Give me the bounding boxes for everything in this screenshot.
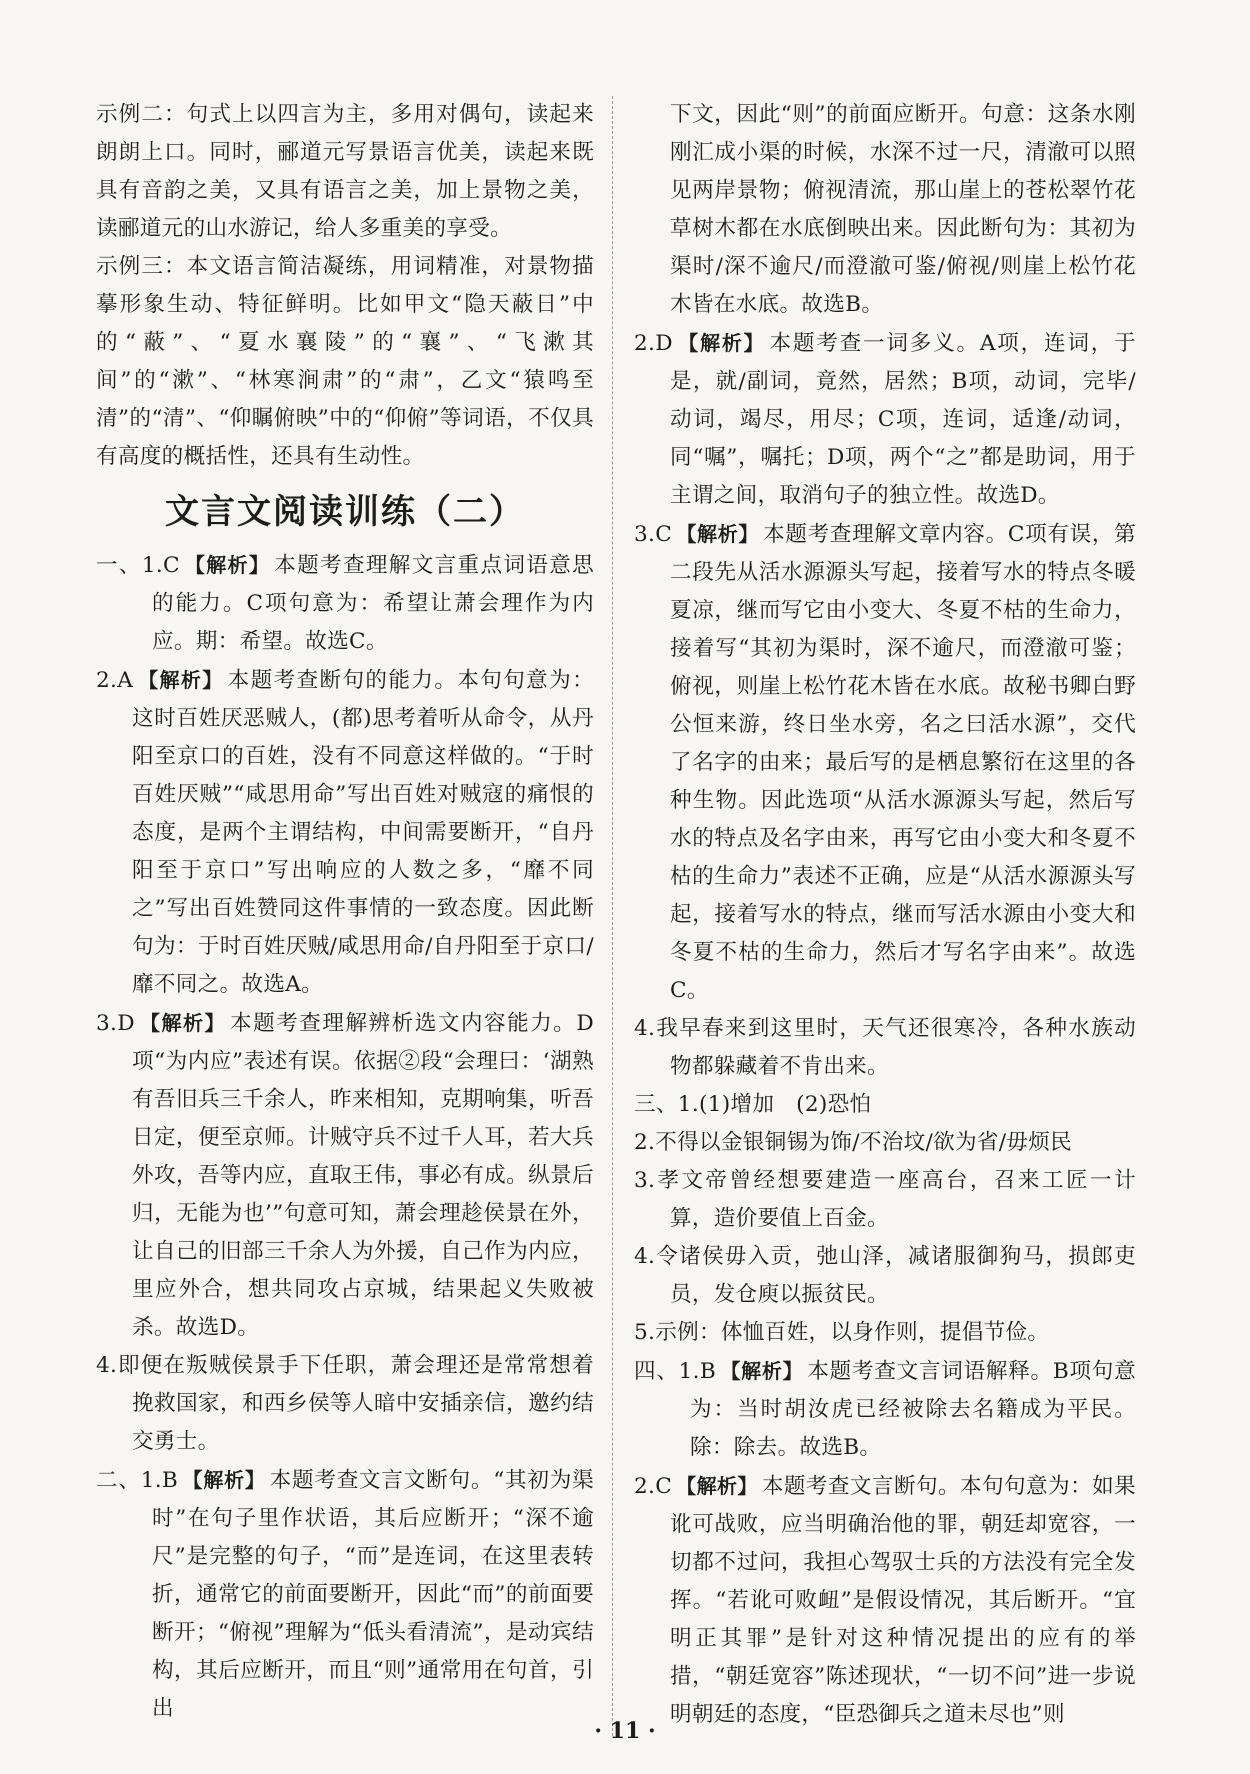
answer-item — [634, 1124, 1136, 1162]
item-text: 本题考查理解文言重点词语意思的能力。C项句意为：希望让萧会理作为内应。期：希望。故选C。 — [152, 553, 595, 654]
item-text: 令诸侯毋入贡，弛山泽，减诸服御狗马，损郎吏员，发仓庾以振贫民。 — [655, 1244, 1136, 1307]
answer-item — [634, 515, 1136, 1010]
analysis-tag: 【解析】 — [720, 1359, 804, 1383]
item-text: 本题考查文言断句。本句句意为：如果讹可战败，应当明确治他的罪，朝廷却宽容，一切都不过问，我担心驾驭士兵的方法没有完全发挥。“若讹可败衄”是假设情况，其后断开。“宜明正其罪”是针对这种情况提出的应有的举措，“朝廷宽容”陈述现状，“一切不问”进一步说明朝廷的态度，“臣恐御兵之道未尽也”则 — [670, 1474, 1136, 1727]
item-number: 一、1.C — [96, 553, 180, 578]
answer-item — [634, 1467, 1136, 1734]
item-number: 4. — [634, 1016, 656, 1041]
item-text: 我早春来到这里时，天气还很寒冷，各种水族动物都躲藏着不肯出来。 — [655, 1016, 1136, 1079]
continued-text: 下文，因此“则”的前面应断开。句意：这条水刚刚汇成小渠的时候，水深不过一尺，清澈可以照见两岸景物；俯视清流，那山崖上的苍松翠竹花草树木都在水底倒映出来。因此断句为：其初为渠时/深不逾尺/而澄澈可鉴/俯视/则崖上松竹花木皆在水底。故选B。 — [670, 102, 1136, 317]
item-number: 5. — [634, 1320, 656, 1345]
item-text: 孝文帝曾经想要建造一座高台，召来工匠一计算，造价要值上百金。 — [655, 1168, 1136, 1231]
analysis-tag: 【解析】 — [137, 668, 224, 692]
analysis-tag: 【解析】 — [676, 1474, 758, 1498]
answer-item — [96, 1461, 594, 1728]
item-text: 本题考查理解文章内容。C项有误，第二段先从活水源源头写起，接着写水的特点冬暖夏凉，继而写它由小变大、冬夏不枯的生命力，接着写“其初为渠时，深不逾尺，而澄澈可鉴；俯视，则崖上松竹花木皆在水底。故秘书卿白野公恒来游，终日坐水旁，名之曰活水源”，交代了名字的由来；最后写的是栖息繁衍在这里的各种生物。因此选项“从活水源源头写起，然后写水的特点及名字由来，再写它由小变大和冬夏不枯的生命力”表述不正确，应是“从活水源源头写起，接着写水的特点，继而写活水源由小变大和冬夏不枯的生命力，然后才写名字由来”。故选C。 — [670, 522, 1137, 1003]
item-number: 4. — [96, 1353, 118, 1378]
item-text: 本题考查文言词语解释。B项句意为：当时胡汝虎已经被除去名籍成为平民。除：除去。故选B。 — [690, 1359, 1136, 1460]
answer-item — [634, 1086, 1136, 1124]
item-text: 示例：体恤百姓，以身作则，提倡节俭。 — [655, 1320, 1050, 1345]
answer-item — [96, 546, 594, 661]
item-number: 3.C — [634, 522, 673, 547]
item-number: 4. — [634, 1244, 656, 1269]
left-column — [96, 96, 594, 1728]
answer-item — [634, 1352, 1136, 1467]
item-text: 本题考查断句的能力。本句句意为：这时百姓厌恶贼人，(都)思考着听从命令，从丹阳至京口的百姓，没有不同意这样做的。“于时百姓厌贼”“咸思用命”写出百姓对贼寇的痛恨的态度，是两个主谓结构，中间需要断开，“自丹阳至于京口”写出响应的人数之多，“靡不同之”写出百姓赞同这件事情的一致态度。因此断句为：于时百姓厌贼/咸思用命/自丹阳至于京口/靡不同之。故选A。 — [132, 668, 594, 997]
item-number: 2.A — [96, 668, 134, 693]
item-text: 本题考查理解辨析选文内容能力。D项“为内应”表述有误。依据②段“会理曰：‘湖熟有吾旧兵三千余人，昨来相知，克期响集，听吾日定，便至京师。计贼守兵不过千人耳，若大兵外攻，吾等内应，直取王伟，事必有成。纵景后归，无能为也’”句意可知，萧会理趁侯景在外，让自己的旧部三千余人为外援，自己作为内应，里应外合，想共同攻占京城，结果起义失败被杀。故选D。 — [132, 1011, 594, 1340]
section-title: 文言文阅读训练（二） — [165, 492, 525, 532]
analysis-tag: 【解析】 — [138, 1011, 227, 1035]
answer-item — [634, 1314, 1136, 1352]
column-divider — [612, 96, 613, 1736]
intro-paragraph: 示例三：本文语言简洁凝练，用词精准，对景物描摹形象生动、特征鲜明。比如甲文“隐天蔽日”中的“蔽”、“夏水襄陵”的“襄”、“飞漱其间”的“漱”、“林寒涧肃”的“肃”，乙文“猿鸣至清”的“清”、“仰瞩俯映”中的“仰俯”等词语，不仅具有高度的概括性，还具有生动性。 — [96, 254, 594, 469]
item-number: 三、1. — [634, 1092, 699, 1117]
item-number: 2.D — [634, 331, 673, 356]
analysis-tag: 【解析】 — [676, 331, 766, 355]
item-number: 二、1.B — [96, 1468, 179, 1493]
intro-paragraph: 示例二：句式上以四言为主，多用对偶句，读起来朗朗上口。同时，郦道元写景语言优美，读起来既具有音韵之美，又具有语言之美，加上景物之美，读郦道元的山水游记，给人多重美的享受。 — [96, 102, 594, 241]
answer-item — [96, 661, 594, 1004]
item-text: 本题考查文言文断句。“其初为渠时”在句子里作状语，其后应断开；“深不逾尺”是完整的句子，“而”是连词，在这里表转折，通常它的前面要断开，因此“而”的前面要断开；“俯视”理解为“低头看清流”，是动宾结构，其后应断开，而且“则”通常用在句首，引出 — [152, 1468, 594, 1721]
answer-item — [634, 1238, 1136, 1314]
analysis-tag: 【解析】 — [676, 522, 760, 546]
answer-item — [634, 1010, 1136, 1086]
answer-item — [96, 1347, 594, 1461]
item-text: 不得以金银铜锡为饰/不治坟/欲为省/毋烦民 — [655, 1130, 1073, 1155]
item-number: 2.C — [634, 1474, 673, 1499]
item-text: (1)增加 (2)恐怕 — [699, 1092, 872, 1117]
item-number: 3.D — [96, 1011, 135, 1036]
page-number: · 11 · — [594, 1718, 656, 1744]
item-number: 2. — [634, 1130, 656, 1155]
item-number: 四、1.B — [634, 1359, 717, 1384]
answer-item — [634, 1162, 1136, 1238]
right-column — [634, 96, 1136, 1734]
analysis-tag: 【解析】 — [183, 553, 271, 577]
analysis-tag: 【解析】 — [182, 1468, 266, 1492]
answer-item — [96, 1004, 594, 1347]
item-number: 3. — [634, 1168, 656, 1193]
item-text: 即便在叛贼侯景手下任职，萧会理还是常常想着挽救国家，和西乡侯等人暗中安插亲信，邀约结交勇士。 — [117, 1353, 594, 1454]
item-text: 本题考查一词多义。A项，连词，于是，就/副词，竟然，居然；B项，动词，完毕/动词，竭尽，用尽；C项，连词，适逢/动词，同“嘱”，嘱托；D项，两个“之”都是助词，用于主谓之间，取消句子的独立性。故选D。 — [670, 331, 1136, 508]
answer-item — [634, 324, 1136, 515]
